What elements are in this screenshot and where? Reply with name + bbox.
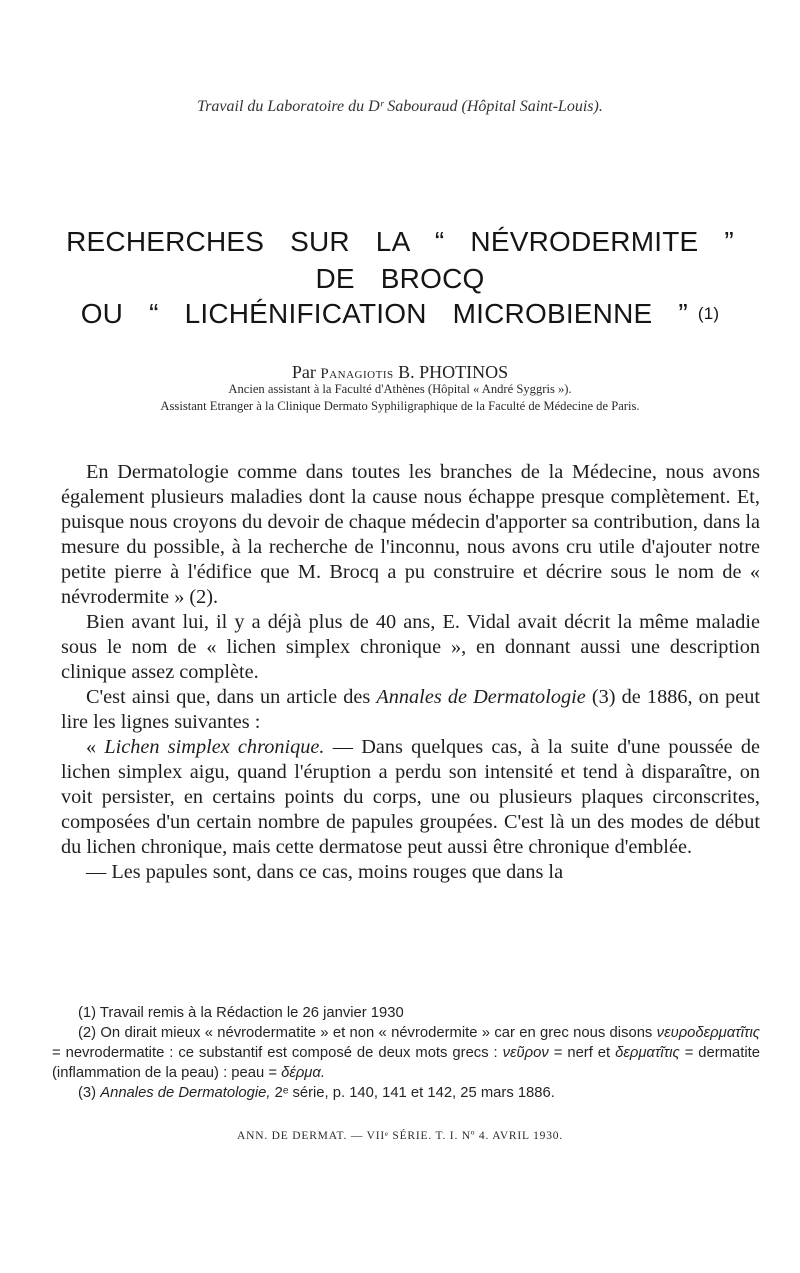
greek-term-neuron: νεῦρον xyxy=(502,1045,549,1061)
author-first-name: Panagiotis xyxy=(320,366,394,382)
footnote-3-number: (3) xyxy=(78,1085,97,1101)
greek-term-dermatitis: δερματῖτις xyxy=(615,1045,680,1061)
quote-open: « xyxy=(86,736,97,758)
footnote-3 xyxy=(52,1083,760,1103)
footnotes xyxy=(52,1003,760,1103)
paragraph-3 xyxy=(61,685,760,735)
title-line-2: DE BROCQ xyxy=(315,263,485,294)
laboratory-header: Travail du Laboratoire du Dʳ Sabouraud (Hôpital Saint-Louis). xyxy=(197,98,603,115)
greek-term-neurodermatitis: νευροδερματῖτις xyxy=(656,1025,760,1041)
paragraph-5: — Les papules sont, dans ce cas, moins rouges que dans la xyxy=(86,861,564,883)
footnote-2 xyxy=(52,1023,760,1083)
footnote-1: (1) Travail remis à la Rédaction le 26 janvier 1930 xyxy=(78,1005,404,1021)
paragraph-3-end: (3) de 1886, on peut lire les lignes suivantes : xyxy=(61,686,760,733)
footnote-3-details: 2ᵉ série, p. 140, 141 et 142, 25 mars 1886. xyxy=(274,1085,555,1101)
title-line-3-text: OU “ LICHÉNIFICATION MICROBIENNE ” xyxy=(80,298,688,329)
greek-term-derma: δέρμα. xyxy=(281,1065,325,1081)
title-line-3 xyxy=(40,298,760,330)
byline-par: Par xyxy=(291,362,316,382)
title-footnote-ref: (1) xyxy=(697,304,720,323)
footnote-2-part-a: (2) On dirait mieux « névrodermatite » et non « névrodermite » car en grec nous disons xyxy=(78,1025,653,1041)
author-affiliation-1: Ancien assistant à la Faculté d'Athènes (Hôpital « André Syggris »). xyxy=(228,382,572,396)
article-body xyxy=(61,460,760,885)
footnote-2-part-c: = nerf et xyxy=(553,1045,611,1061)
author-surname: B. PHOTINOS xyxy=(398,362,509,382)
paragraph-2: Bien avant lui, il y a déjà plus de 40 ans, E. Vidal avait décrit la même maladie sous le nom de « lichen simplex chronique », en donnant aussi une description clinique assez complète. xyxy=(61,611,760,683)
quote-text: — Dans quelques cas, à la suite d'une poussée de lichen simplex aigu, quand l'éruption a perdu son intensité et tend à disparaître, on voit persister, en certains points du corps, une ou plusieurs plaques circonscrites, composées d'un certain nombre de papules groupées. C'est là un des modes de début du lichen chronique, mais cette dermatose peut aussi être chronique d'emblée. xyxy=(61,736,760,858)
paragraph-4-quote xyxy=(61,735,760,860)
title-line-1: RECHERCHES SUR LA “ NÉVRODERMITE ” xyxy=(66,226,734,257)
footnote-3-journal: Annales de Dermatologie, xyxy=(100,1085,271,1101)
footnote-2-part-b: = nevrodermatite : ce substantif est composé de deux mots grecs : xyxy=(52,1045,498,1061)
quote-title: Lichen simplex chronique. xyxy=(104,736,325,758)
journal-title: Annales de Dermatologie xyxy=(376,686,586,708)
paragraph-1: En Dermatologie comme dans toutes les branches de la Médecine, nous avons également plusieurs maladies dont la cause nous échappe presque complètement. Et, puisque nous croyons du devoir de chaque médecin d'apporter sa contribution, dans la mesure du possible, à la recherche de l'inconnu, nous avons cru utile d'ajouter notre petite pierre à l'édifice que M. Brocq a pu construire et décrire sous le nom de « névrodermite » (2). xyxy=(61,461,760,608)
journal-footer: ANN. DE DERMAT. — VIIᵉ SÉRIE. T. I. Nº 4. AVRIL 1930. xyxy=(237,1130,563,1142)
paragraph-3-start: C'est ainsi que, dans un article des xyxy=(86,686,371,708)
author-byline xyxy=(0,362,800,383)
author-affiliation-2: Assistant Etranger à la Clinique Dermato Syphiligraphique de la Faculté de Médecine de Paris. xyxy=(160,399,640,413)
footnote-2-part-d: = dermatite (inflammation de la peau) : peau = xyxy=(52,1045,760,1081)
